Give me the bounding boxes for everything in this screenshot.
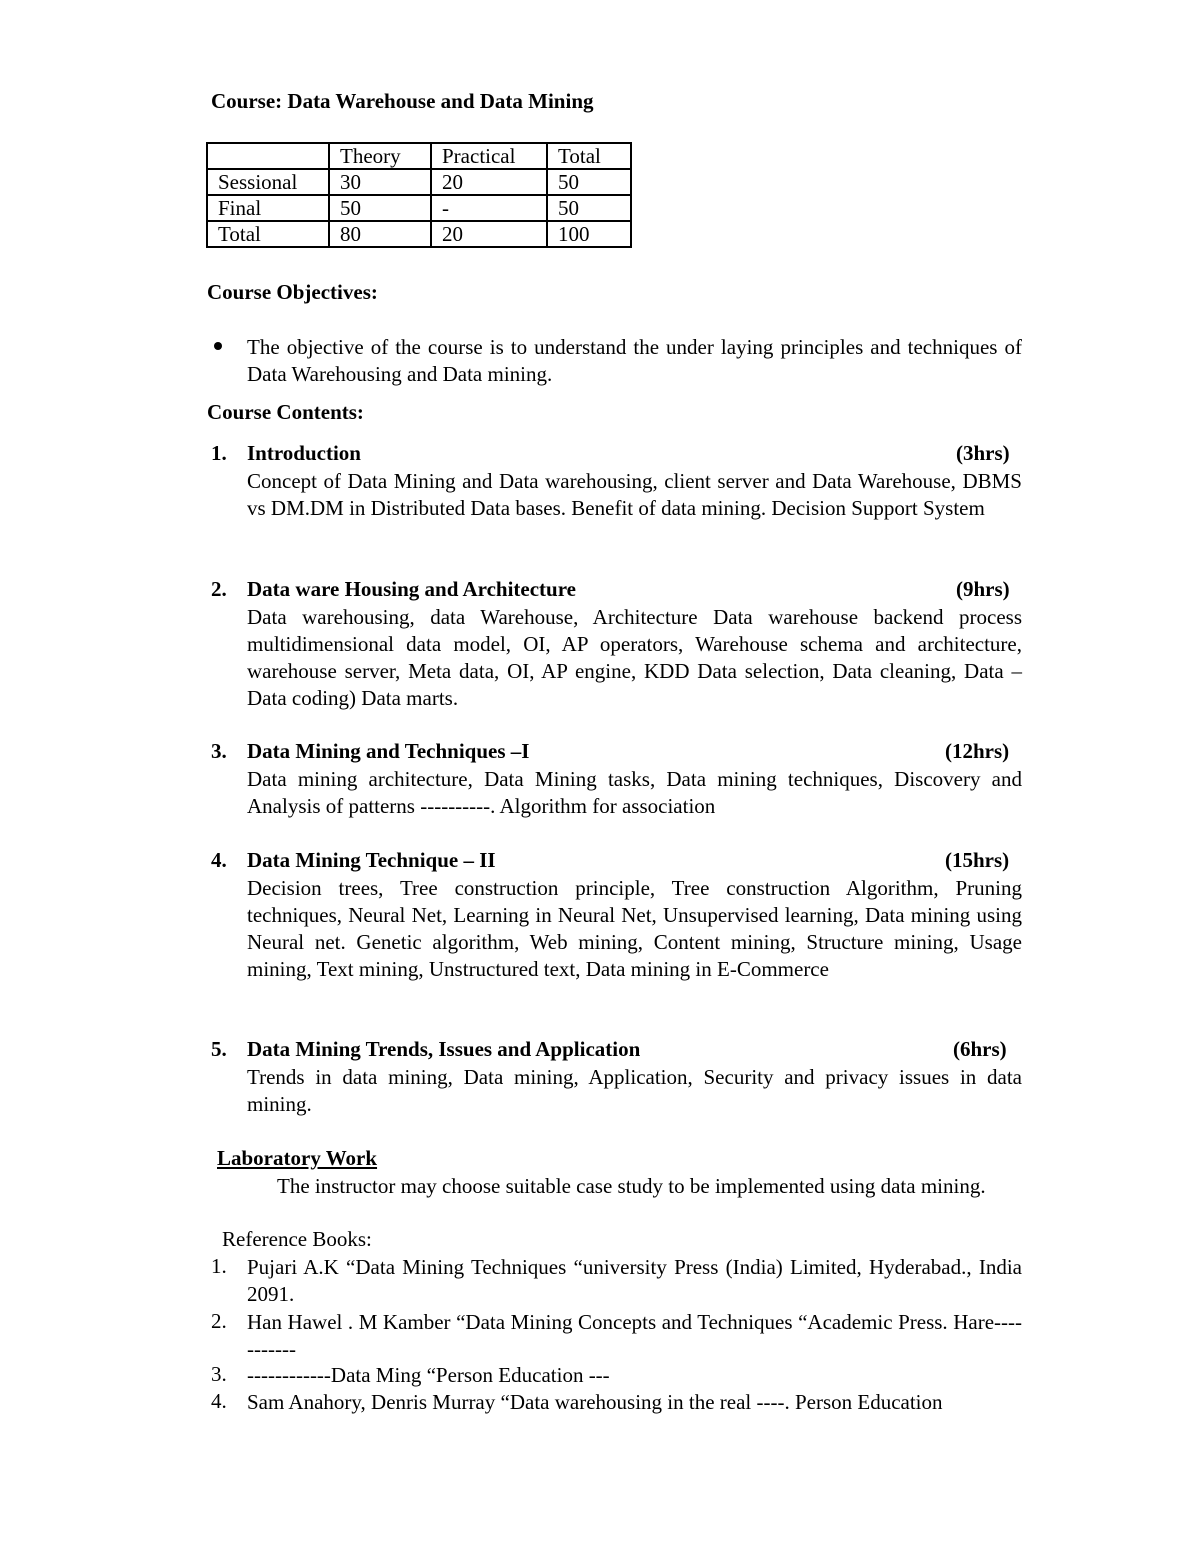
section-title: Data Mining and Techniques –I bbox=[247, 739, 530, 763]
section-body: Data warehousing, data Warehouse, Architecture Data warehouse backend process multidimensional data model, OI, AP operators, Warehouse schema and architecture, warehouse server, Meta data, OI, AP engine, KDD Data selection, Data cleaning, Data – Data coding) Data marts. bbox=[247, 605, 1022, 710]
references-heading: Reference Books: bbox=[222, 1227, 372, 1251]
section-number: 1. bbox=[211, 441, 227, 465]
section-number: 4. bbox=[211, 848, 227, 872]
table-cell: Total bbox=[207, 221, 329, 247]
section-hours: (3hrs) bbox=[956, 441, 1010, 465]
table-cell: 50 bbox=[547, 195, 631, 221]
table-row bbox=[207, 169, 631, 195]
laboratory-text: The instructor may choose suitable case study to be implemented using data mining. bbox=[277, 1174, 986, 1198]
reference-number: 4. bbox=[211, 1389, 227, 1413]
section-title: Data Mining Trends, Issues and Application bbox=[247, 1037, 641, 1061]
section-hours: (6hrs) bbox=[953, 1037, 1007, 1061]
contents-heading: Course Contents: bbox=[207, 400, 364, 424]
table-cell: 80 bbox=[329, 221, 431, 247]
reference-number: 2. bbox=[211, 1309, 227, 1333]
section-number: 5. bbox=[211, 1037, 227, 1061]
marks-table bbox=[206, 142, 632, 248]
table-cell bbox=[207, 143, 329, 169]
table-cell: 20 bbox=[431, 169, 547, 195]
table-row bbox=[207, 221, 631, 247]
course-title: Course: Data Warehouse and Data Mining bbox=[211, 89, 594, 113]
section-body: Trends in data mining, Data mining, Application, Security and privacy issues in data mining. bbox=[247, 1065, 1022, 1116]
reference-item: Han Hawel . M Kamber “Data Mining Concepts and Techniques “Academic Press. Hare----------- bbox=[247, 1310, 1022, 1361]
objectives-heading: Course Objectives: bbox=[207, 280, 378, 304]
bullet-icon bbox=[214, 342, 222, 350]
table-header-total: Total bbox=[547, 143, 631, 169]
reference-item: Sam Anahory, Denris Murray “Data warehousing in the real ----. Person Education bbox=[247, 1390, 943, 1414]
section-body: Concept of Data Mining and Data warehousing, client server and Data Warehouse, DBMS vs DM.DM in Distributed Data bases. Benefit of data mining. Decision Support System bbox=[247, 469, 1022, 520]
reference-item: Pujari A.K “Data Mining Techniques “university Press (India) Limited, Hyderabad., India 2091. bbox=[247, 1255, 1022, 1306]
table-cell: - bbox=[431, 195, 547, 221]
table-cell: 30 bbox=[329, 169, 431, 195]
table-row bbox=[207, 195, 631, 221]
reference-number: 3. bbox=[211, 1362, 227, 1386]
objective-item: The objective of the course is to understand the under laying principles and techniques of Data Warehousing and Data mining. bbox=[247, 335, 1022, 386]
section-title: Introduction bbox=[247, 441, 361, 465]
reference-item: ------------Data Ming “Person Education --- bbox=[247, 1363, 610, 1387]
table-cell: 50 bbox=[547, 169, 631, 195]
table-cell: Sessional bbox=[207, 169, 329, 195]
section-hours: (15hrs) bbox=[945, 848, 1010, 872]
section-title: Data Mining Technique – II bbox=[247, 848, 496, 872]
section-body: Decision trees, Tree construction principle, Tree construction Algorithm, Pruning techniques, Neural Net, Learning in Neural Net, Unsupervised learning, Data mining using Neural net. Genetic algorithm, Web mining, Content mining, Structure mining, Usage mining, Text mining, Unstructured text, Data mining in E-Commerce bbox=[247, 876, 1022, 981]
table-header-theory: Theory bbox=[329, 143, 431, 169]
table-header-practical: Practical bbox=[431, 143, 547, 169]
section-body: Data mining architecture, Data Mining tasks, Data mining techniques, Discovery and Analysis of patterns ----------. Algorithm for association bbox=[247, 767, 1022, 818]
table-header-row bbox=[207, 143, 631, 169]
section-hours: (12hrs) bbox=[945, 739, 1010, 763]
table-cell: 20 bbox=[431, 221, 547, 247]
section-number: 2. bbox=[211, 577, 227, 601]
section-number: 3. bbox=[211, 739, 227, 763]
table-cell: 50 bbox=[329, 195, 431, 221]
laboratory-heading: Laboratory Work bbox=[217, 1146, 378, 1170]
table-cell: 100 bbox=[547, 221, 631, 247]
section-hours: (9hrs) bbox=[956, 577, 1010, 601]
section-title: Data ware Housing and Architecture bbox=[247, 577, 576, 601]
table-cell: Final bbox=[207, 195, 329, 221]
reference-number: 1. bbox=[211, 1254, 227, 1278]
